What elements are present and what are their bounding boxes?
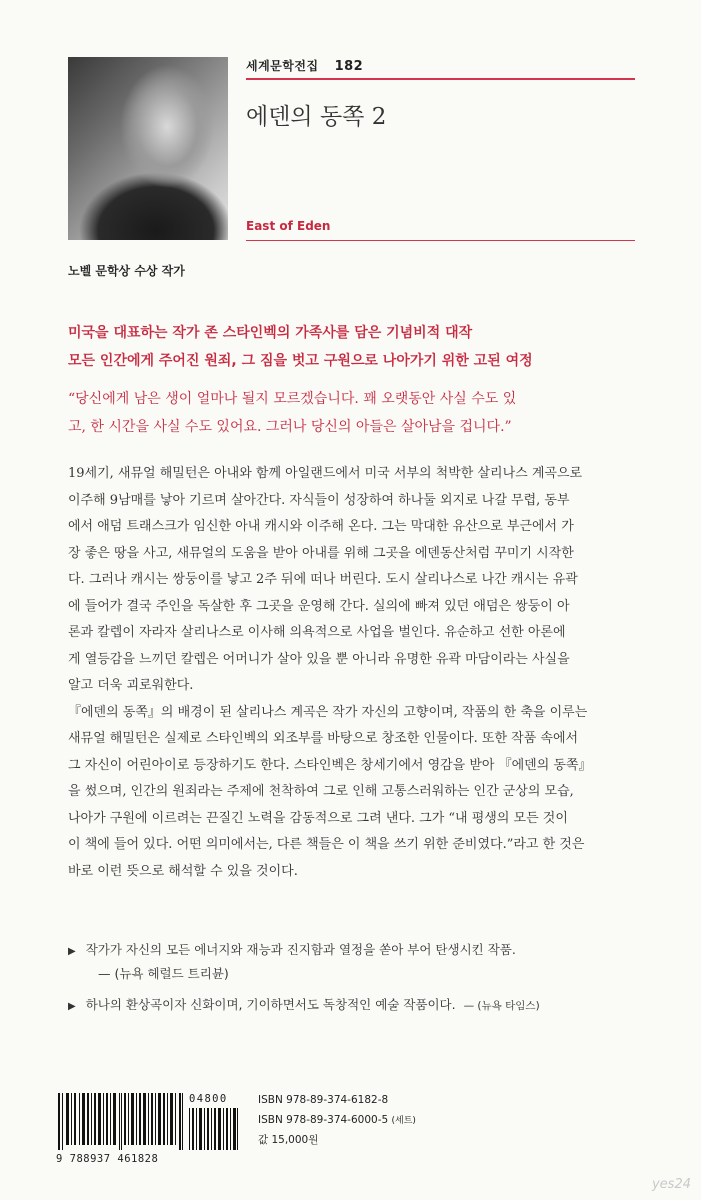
author-photo <box>68 57 228 240</box>
synopsis-line: 그 자신이 어린아이로 등장하기도 한다. 스타인벡은 창세기에서 영감을 받아 『에덴의 동쪽』 <box>68 757 592 773</box>
quote-line: “당신에게 남은 생이 얼마나 될지 모르겠습니다. 꽤 오랫동안 사실 수도 있 <box>68 391 517 407</box>
synopsis-line: 새뮤얼 해밀턴은 실제로 스타인벡의 외조부를 바탕으로 창조한 인물이다. 또한 작품 속에서 <box>68 731 579 746</box>
synopsis-line: 에 들어가 결국 주인을 독살한 후 그곳을 운영해 간다. 실의에 빠져 있던 애덤은 쌍둥이 아 <box>68 598 570 614</box>
english-title: East of Eden <box>246 219 331 233</box>
synopsis-line: 에서 애덤 트래스크가 임신한 아내 캐시와 이주해 온다. 그는 막대한 유산으로 부근에서 가 <box>68 519 574 534</box>
top-rule <box>246 78 635 80</box>
review-blurb-1 <box>68 940 640 958</box>
author-caption: 노벨 문학상 수상 작가 <box>68 264 185 278</box>
synopsis <box>68 461 640 885</box>
review-source-1: — (뉴욕 헤럴드 트리뷴) <box>98 966 229 981</box>
synopsis-line: 장 좋은 땅을 사고, 새뮤얼의 도움을 받아 아내를 위해 그곳을 에덴동산처럼 꾸미기 시작한 <box>68 545 574 561</box>
synopsis-line: 나아가 구원에 이르려는 끈질긴 노력을 감동적으로 그려 낸다. 그가 “내 평생의 모든 것이 <box>68 810 568 826</box>
review-text: 하나의 환상곡이자 신화이며, 기이하면서도 독창적인 예술 작품이다. <box>85 997 456 1012</box>
addon-barcode-icon <box>189 1108 239 1150</box>
book-title: 에덴의 동쪽 2 <box>246 104 387 130</box>
synopsis-line: 19세기, 새뮤얼 해밀턴은 아내와 함께 아일랜드에서 미국 서부의 척박한 살리나스 계곡으로 <box>68 466 583 481</box>
review-blurb-2 <box>68 995 640 1013</box>
triangle-bullet-icon: ▶ <box>68 946 76 957</box>
quote <box>68 385 638 441</box>
synopsis-line: 게 열등감을 느끼던 칼렙은 어머니가 살아 있을 뿐 아니라 유명한 유곽 마담이라는 사실을 <box>68 651 570 667</box>
series-number: 182 <box>334 59 364 74</box>
synopsis-line: 바로 이런 뜻으로 해석할 수 있을 것이다. <box>68 863 298 879</box>
isbn-set-number: ISBN 978-89-374-6000-5 <box>258 1114 389 1126</box>
synopsis-line: 을 썼으며, 인간의 원죄라는 주제에 천착하여 그로 인해 고통스러워하는 인간 군상의 모습, <box>68 784 574 799</box>
isbn-set <box>258 1113 416 1126</box>
watermark: yes24 <box>651 1177 691 1192</box>
highlight-line-2: 모든 인간에게 주어진 원죄, 그 짐을 벗고 구원으로 나아가기 위한 고된 여정 <box>68 353 533 369</box>
review-source-2: — (뉴욕 타임스) <box>463 1000 540 1012</box>
synopsis-line: 이 책에 들어 있다. 어떤 의미에서는, 다른 책들은 이 책을 쓰기 위한 준비였다.”라고 한 것은 <box>68 837 585 852</box>
title-rule <box>246 240 635 241</box>
synopsis-line: 론과 칼렙이 자라자 살리나스로 이사해 의욕적으로 사업을 벌인다. 유순하고 선한 아론에 <box>68 625 566 640</box>
barcode-number: 9 788937 461828 <box>56 1153 159 1165</box>
series-label <box>246 57 363 74</box>
series-name: 세계문학전집 <box>246 59 319 73</box>
synopsis-line: 다. 그러나 캐시는 쌍둥이를 낳고 2주 뒤에 떠나 버린다. 도시 살리나스로 나간 캐시는 유곽 <box>68 572 578 587</box>
isbn-volume: ISBN 978-89-374-6182-8 <box>258 1094 389 1106</box>
barcode-icon <box>58 1093 184 1150</box>
addon-number: 04800 <box>189 1093 228 1105</box>
synopsis-line: 『에덴의 동쪽』의 배경이 된 살리나스 계곡은 작가 자신의 고향이며, 작품의 한 축을 이루는 <box>68 704 588 720</box>
synopsis-line: 이주해 9남매를 낳아 기르며 살아간다. 자식들이 성장하여 하나둘 외지로 나갈 무렵, 동부 <box>68 492 570 508</box>
highlight-line-1: 미국을 대표하는 작가 존 스타인벡의 가족사를 담은 기념비적 대작 <box>68 325 473 341</box>
triangle-bullet-icon: ▶ <box>68 1001 76 1012</box>
price: 값 15,000원 <box>258 1134 319 1146</box>
isbn-set-label: (세트) <box>391 1116 416 1126</box>
review-text: 작가가 자신의 모든 에너지와 재능과 진지함과 열정을 쏟아 부어 탄생시킨 작품. <box>85 942 516 957</box>
synopsis-line: 알고 더욱 괴로워한다. <box>68 678 194 693</box>
quote-line: 고, 한 시간을 사실 수도 있어요. 그러나 당신의 아들은 살아남을 겁니다.” <box>68 419 512 435</box>
